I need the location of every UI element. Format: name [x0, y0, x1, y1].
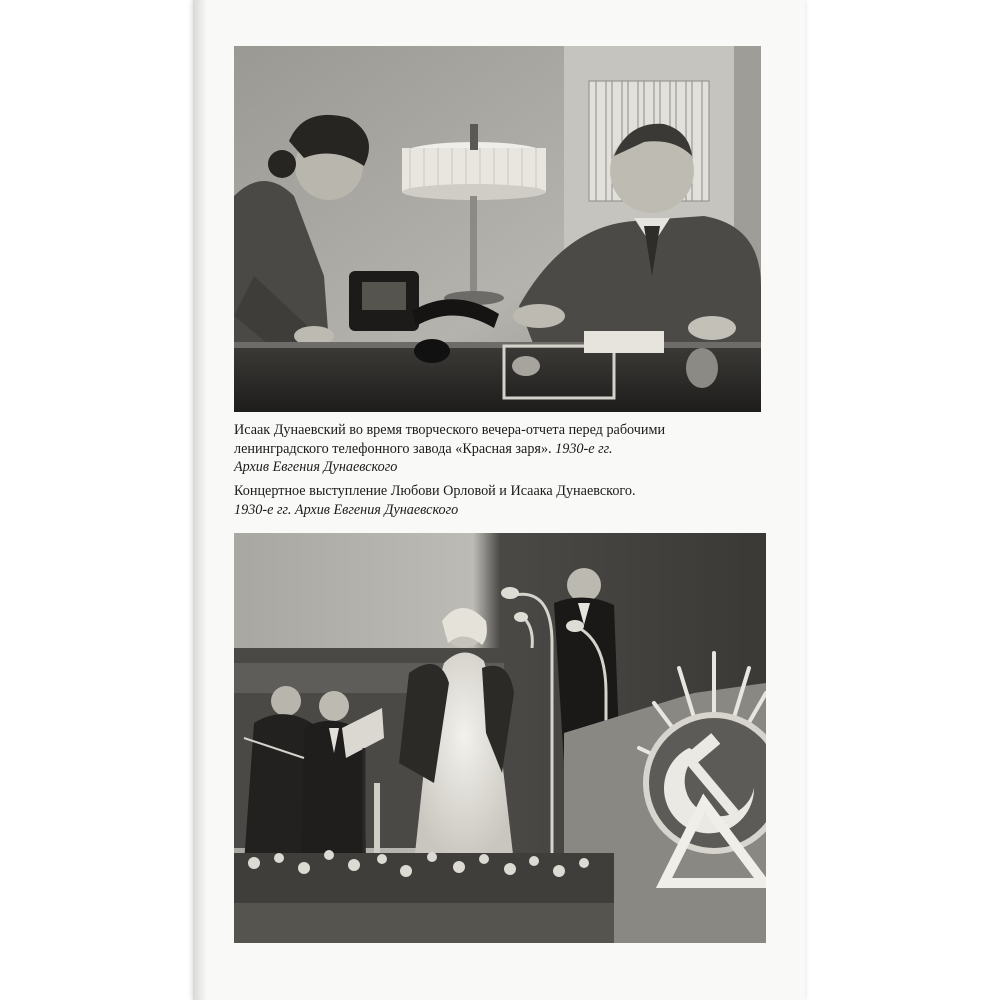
photo-office	[234, 46, 761, 412]
photo-concert	[234, 533, 766, 943]
page-gutter-shadow	[193, 0, 207, 1000]
caption-1-line-1: Исаак Дунаевский во время творческого вечера-отчета перед рабочими	[234, 422, 666, 438]
caption-1-date: 1930-е гг.	[555, 440, 613, 457]
caption-concert-photo	[234, 482, 774, 519]
photo-concert-image	[234, 533, 766, 943]
caption-1-credit: Архив Евгения Дунаевского	[234, 459, 398, 475]
caption-2-line-1: Концертное выступление Любови Орловой и Исаака Дунаевского.	[234, 483, 636, 499]
caption-1-line-2	[234, 440, 774, 459]
caption-2-credit: 1930-е гг. Архив Евгения Дунаевского	[234, 501, 459, 518]
photo-office-image	[234, 46, 761, 412]
caption-office-photo	[234, 421, 774, 477]
caption-1-location: ленинградского телефонного завода «Красная заря».	[234, 440, 552, 457]
